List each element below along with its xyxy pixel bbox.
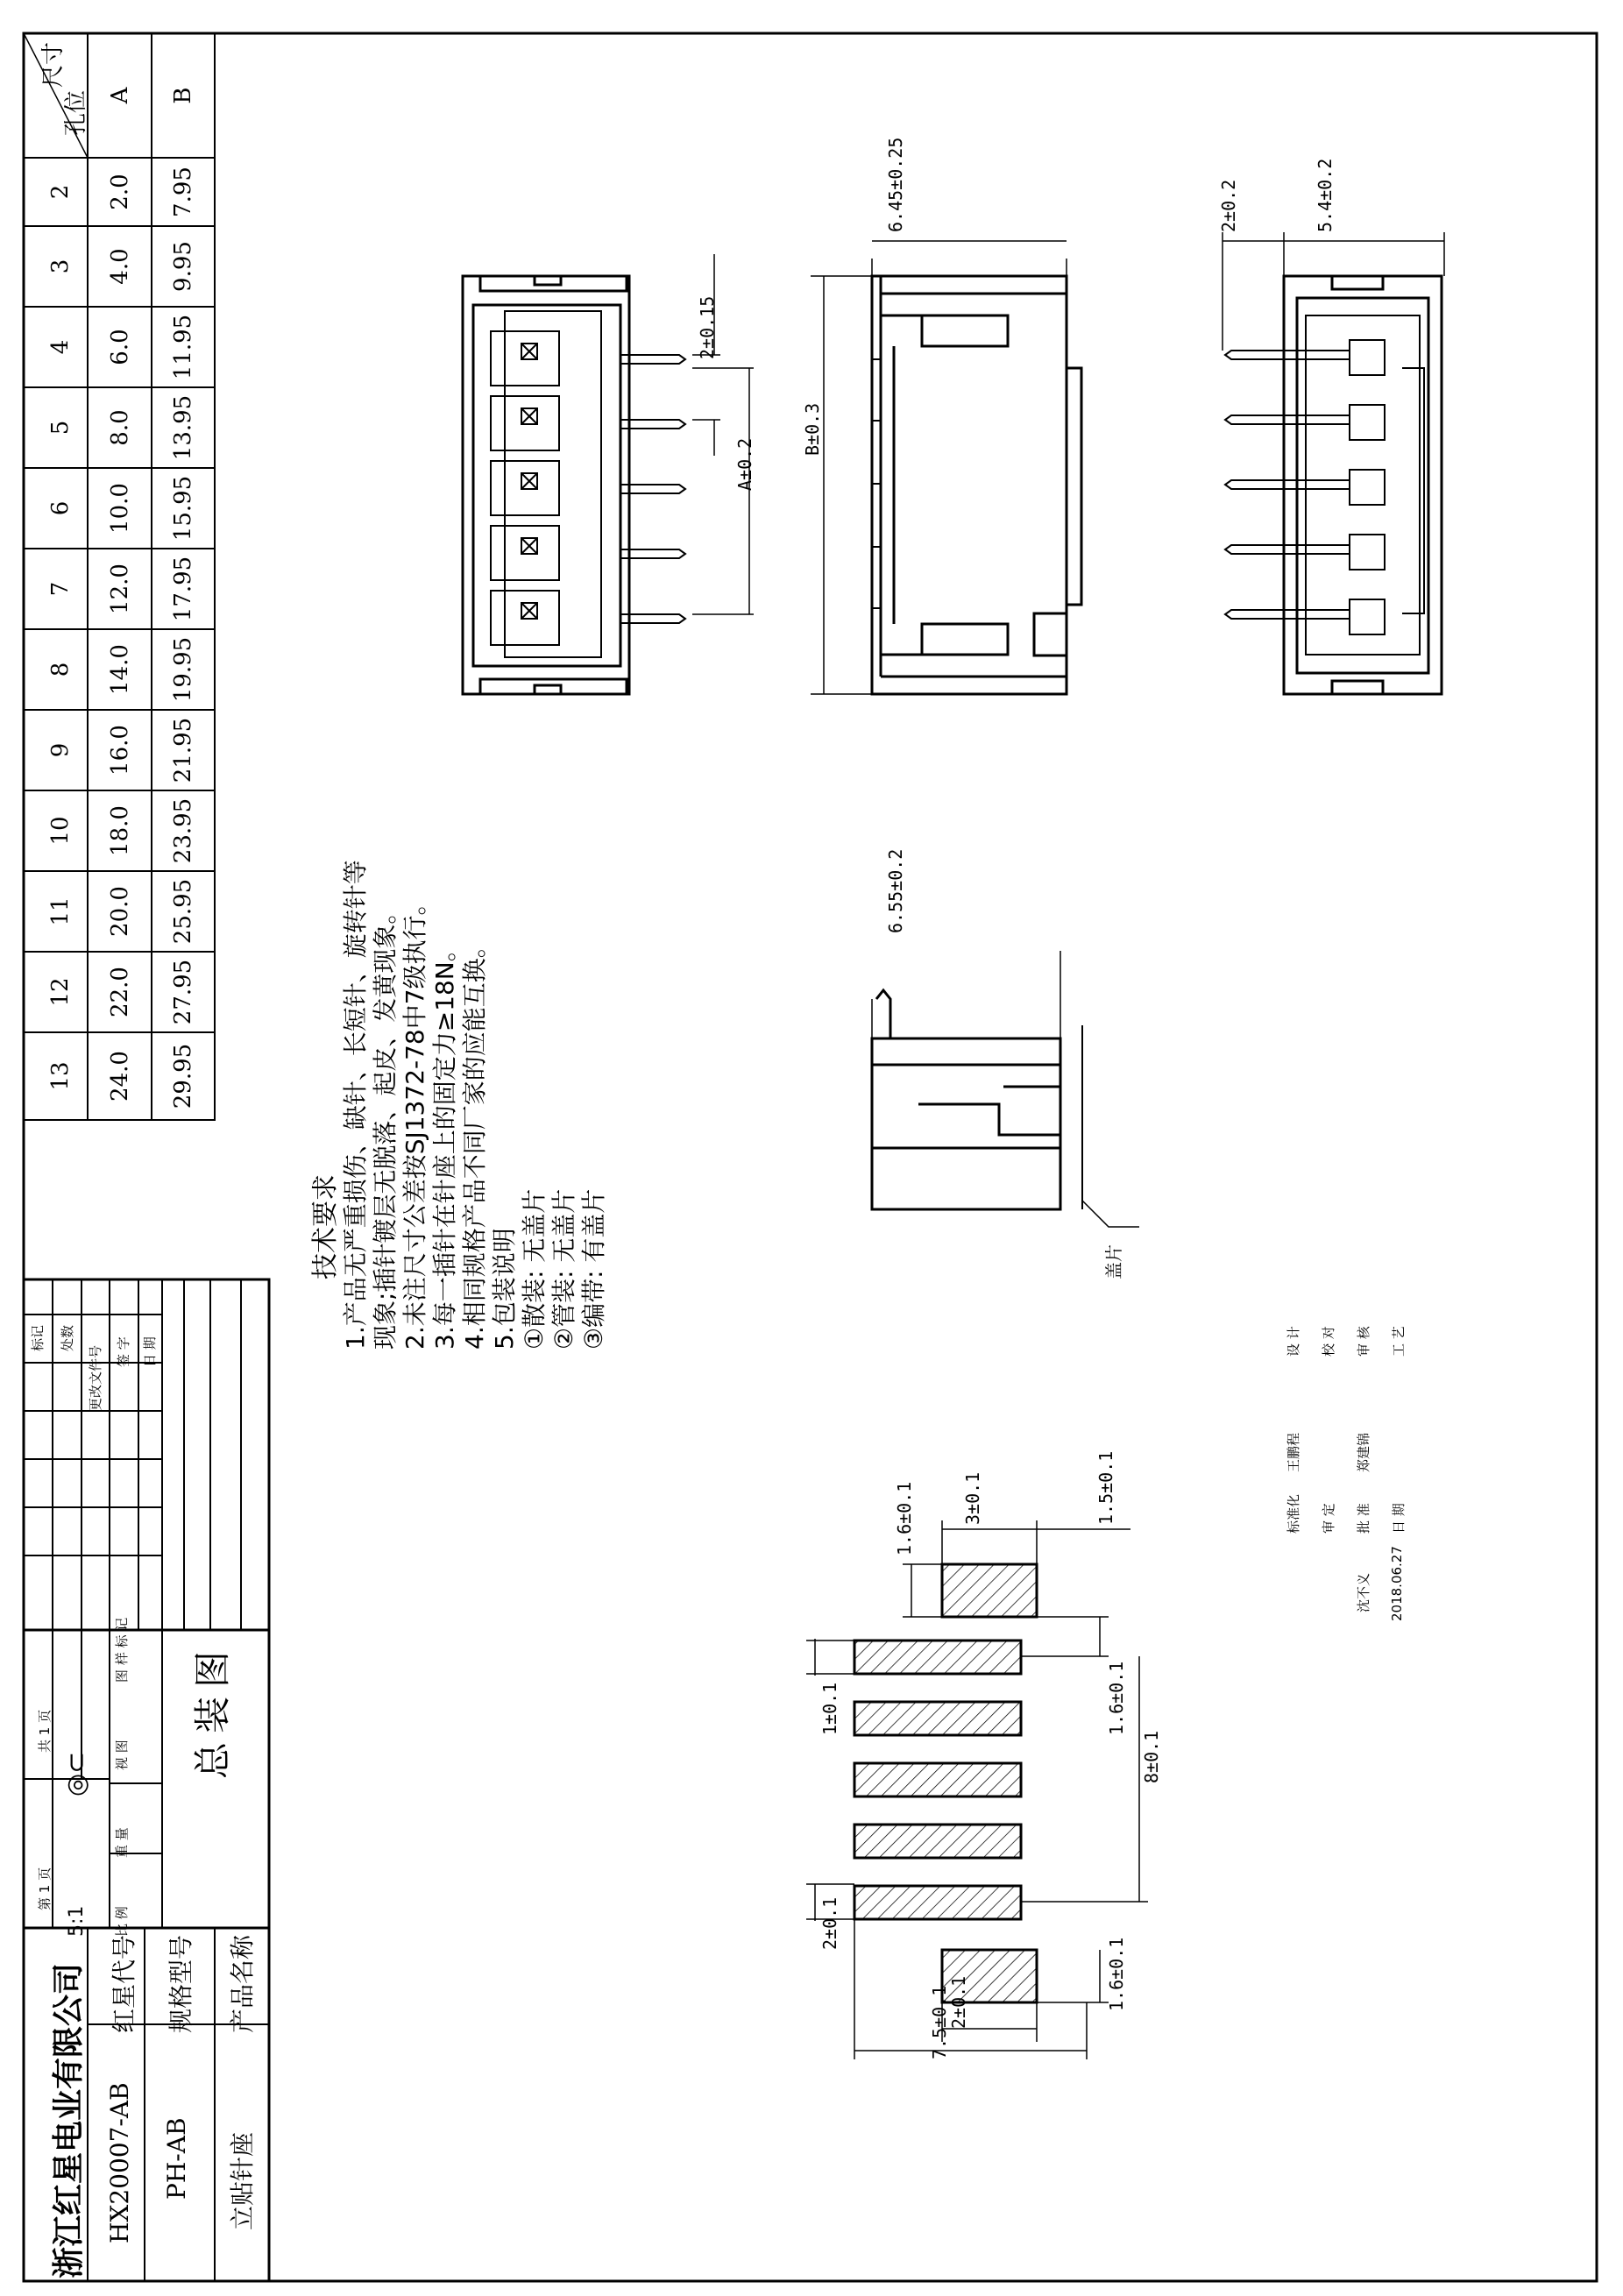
table-cell: 7.95 bbox=[170, 167, 196, 217]
dim-side-right: 5.4±0.2 bbox=[1315, 158, 1336, 232]
tb-hdr-1: 处数 bbox=[60, 1324, 75, 1351]
table-cell: 2.0 bbox=[106, 174, 133, 210]
table-cell: 17.95 bbox=[170, 556, 196, 622]
table-cell: 4 bbox=[47, 339, 74, 355]
sheet-number: 第 1 页 bbox=[37, 1867, 53, 1910]
note-line: 现象;插针镀层无脱落、起皮、发黄现象。 bbox=[371, 899, 400, 1350]
table-cell: 6.0 bbox=[106, 329, 133, 365]
note-line: 2.未注尺寸公差按SJ1372-78中7级执行。 bbox=[400, 890, 429, 1350]
table-cell: 10 bbox=[47, 816, 74, 846]
sheets-total: 共 1 页 bbox=[37, 1709, 53, 1753]
table-cell: 11.95 bbox=[170, 314, 196, 380]
table-cell: 23.95 bbox=[170, 797, 196, 864]
dim-pad-w: 3±0.1 bbox=[962, 1471, 983, 1525]
tb-hdr-3: 签 字 bbox=[116, 1336, 131, 1367]
code-value: HX20007-AB bbox=[105, 2082, 134, 2243]
scale-value: 5:1 bbox=[66, 1905, 88, 1937]
table-cell: 11 bbox=[47, 896, 74, 926]
tb-row-label: 审 核 bbox=[1356, 1326, 1371, 1357]
table-cell: 4.0 bbox=[106, 248, 133, 285]
dim-span: 8±0.1 bbox=[1141, 1730, 1162, 1783]
spec-value: PH-AB bbox=[162, 2117, 191, 2200]
table-cell: 9 bbox=[47, 742, 74, 758]
table-cell: 13.95 bbox=[170, 394, 196, 461]
tb-row-label: 批 准 bbox=[1356, 1503, 1371, 1534]
code-label: 红星代号 bbox=[110, 1934, 138, 2033]
company-name: 浙江红星电业有限公司 bbox=[51, 1962, 87, 2278]
projection-symbol: ◎⊂ bbox=[61, 1751, 92, 1796]
tb-hdr-2: 更改文件号 bbox=[88, 1344, 103, 1411]
dim-a: A±0.2 bbox=[734, 437, 755, 491]
spec-label: 规格型号 bbox=[167, 1934, 195, 2033]
table-cell: 5 bbox=[47, 420, 74, 436]
tb-row-label: 日 期 bbox=[1391, 1503, 1407, 1534]
table-cell: 16.0 bbox=[106, 725, 133, 776]
tb-label: 图 样 标 记 bbox=[114, 1617, 130, 1683]
dim-pad-off2: 1.6±0.1 bbox=[1106, 1937, 1127, 2011]
table-cell: 19.95 bbox=[170, 636, 196, 703]
dim-pitch: 2±0.15 bbox=[697, 295, 718, 359]
table-cell: 20.0 bbox=[106, 886, 133, 937]
table-cell: 6 bbox=[47, 500, 74, 516]
dim-b: B±0.3 bbox=[802, 402, 823, 456]
tb-row-value: 2018.06.27 bbox=[1389, 1546, 1405, 1621]
table-cell: 12 bbox=[47, 977, 74, 1007]
product-name-label: 产品名称 bbox=[228, 1934, 257, 2033]
dim-pad-pos: 2±0.1 bbox=[948, 1975, 969, 2029]
dim-side-left: 2±0.2 bbox=[1218, 179, 1239, 232]
table-cell: 9.95 bbox=[170, 241, 196, 292]
table-cell: 14.0 bbox=[106, 644, 133, 695]
table-cell: 27.95 bbox=[170, 959, 196, 1025]
dim-back-width: 6.55±0.2 bbox=[885, 848, 906, 933]
table-cell: 13 bbox=[47, 1061, 74, 1091]
dim-front-width: 6.45±0.25 bbox=[885, 137, 906, 232]
tb-row-value: 沈不义 bbox=[1356, 1572, 1371, 1612]
tech-notes bbox=[311, 860, 609, 1350]
tb-row-value: 王鹏程 bbox=[1286, 1432, 1301, 1472]
table-row-b-label: B bbox=[170, 87, 196, 104]
tb-hdr-4: 日 期 bbox=[142, 1336, 158, 1367]
table-cell: 22.0 bbox=[106, 967, 133, 1017]
note-line: 4.相同规格产品不同厂家的应能互换。 bbox=[460, 933, 489, 1350]
table-cell: 18.0 bbox=[106, 805, 133, 856]
note-line: 3.每一插针在针座上的固定力≥18N。 bbox=[430, 937, 459, 1350]
dim-pin-w: 1±0.1 bbox=[819, 1682, 840, 1735]
note-line: ②管装: 无盖片 bbox=[549, 1188, 578, 1350]
tb-label: 视 图 bbox=[114, 1740, 130, 1770]
tb-row-label: 审 定 bbox=[1321, 1503, 1336, 1534]
table-cell: 2 bbox=[47, 184, 74, 200]
tb-row-label: 标准化 bbox=[1286, 1493, 1301, 1534]
table-cell: 21.95 bbox=[170, 717, 196, 783]
table-cell: 24.0 bbox=[106, 1051, 133, 1102]
dim-pad-pitch: 1.6±0.1 bbox=[1106, 1661, 1127, 1735]
dim-pad-off: 1.6±0.1 bbox=[894, 1481, 915, 1555]
drawing-name: 总装图 bbox=[191, 1641, 234, 1779]
tb-row-value: 郑建锦 bbox=[1356, 1432, 1371, 1472]
table-header-pos: 孔位 bbox=[63, 89, 89, 136]
note-line: ①散装: 无盖片 bbox=[520, 1188, 549, 1350]
note-line: 5.包装说明 bbox=[490, 1228, 519, 1350]
table-cell: 8.0 bbox=[106, 409, 133, 446]
table-cell: 12.0 bbox=[106, 563, 133, 614]
note-line: ③编带: 有盖片 bbox=[579, 1188, 608, 1350]
table-cell: 25.95 bbox=[170, 878, 196, 945]
table-cell: 29.95 bbox=[170, 1043, 196, 1109]
cap-label: 盖片 bbox=[1103, 1244, 1124, 1279]
table-header-dim: 尺寸 bbox=[40, 41, 67, 88]
dim-pitch2: 2±0.1 bbox=[819, 1896, 840, 1950]
tb-row-label: 工 艺 bbox=[1391, 1326, 1407, 1357]
dim-total: 7.5±0.1 bbox=[929, 1985, 950, 2059]
table-row-a-label: A bbox=[106, 87, 133, 104]
table-cell: 7 bbox=[47, 581, 74, 597]
tb-row-label: 设 计 bbox=[1286, 1326, 1301, 1357]
table-cell: 8 bbox=[47, 662, 74, 677]
dim-pad-gap: 1.5±0.1 bbox=[1095, 1450, 1116, 1525]
notes-title: 技术要求 bbox=[310, 1174, 341, 1279]
tb-label: 重 量 bbox=[114, 1827, 130, 1858]
product-name: 立贴针座 bbox=[228, 2131, 257, 2230]
tb-label: 比 例 bbox=[114, 1906, 130, 1937]
note-line: 1.产品无严重损伤、缺针、长短针、旋转针等 bbox=[341, 860, 370, 1350]
table-cell: 10.0 bbox=[106, 483, 133, 534]
tb-row-label: 校 对 bbox=[1321, 1326, 1336, 1357]
tb-hdr-0: 标记 bbox=[30, 1324, 46, 1351]
table-cell: 15.95 bbox=[170, 475, 196, 542]
table-cell: 3 bbox=[47, 259, 74, 274]
